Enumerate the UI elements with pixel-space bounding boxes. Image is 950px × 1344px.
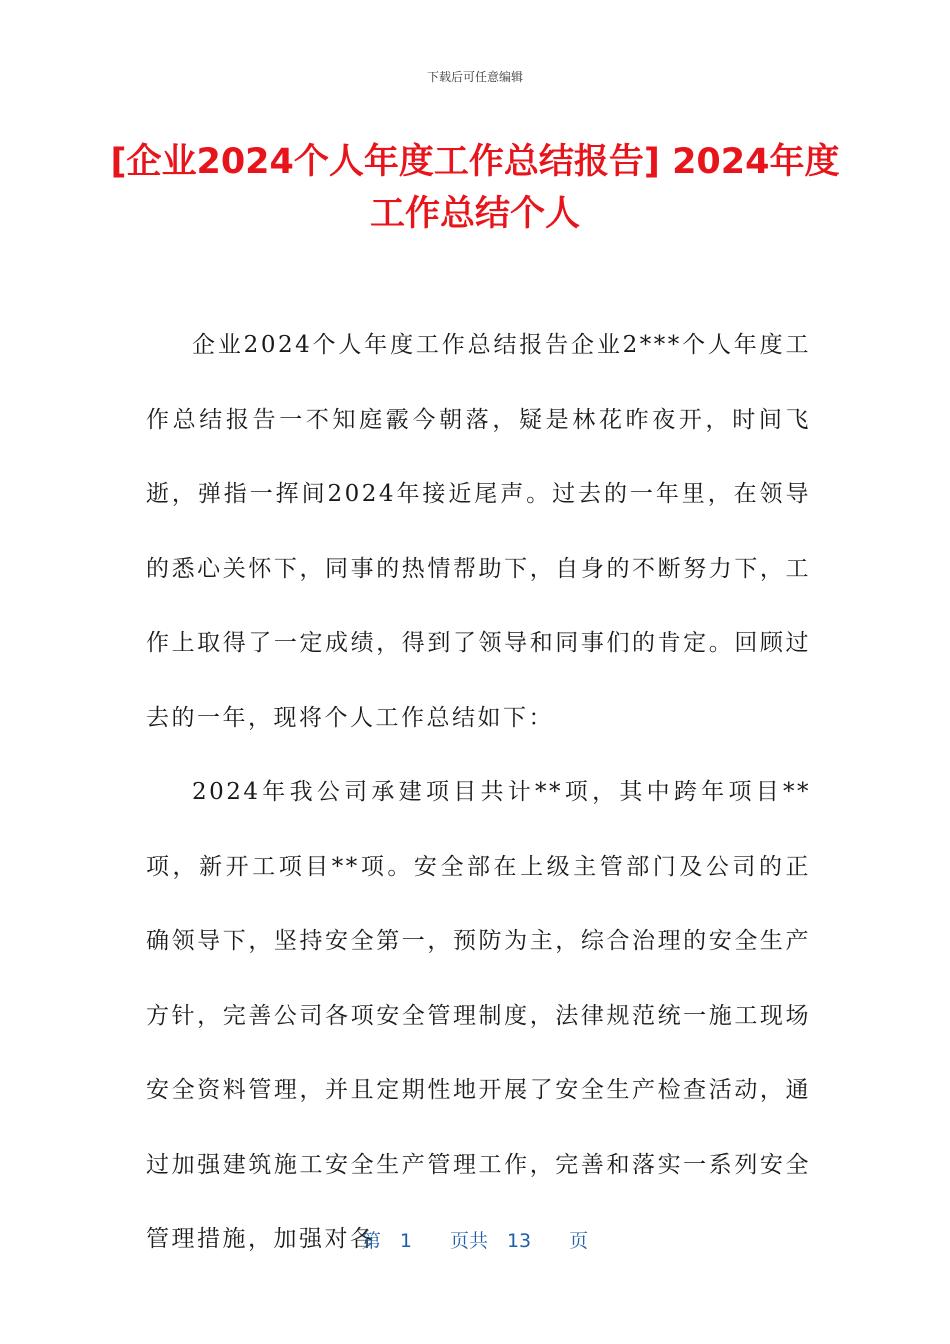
paragraph-1: 企业2024个人年度工作总结报告企业2***个人年度工作总结报告一不知庭霰今朝落，疑是林花昨夜开，时间飞逝，弹指一挥间2024年接近尾声。过去的一年里，在领导的悉心关怀下，同事的热情帮助下，自身的不断努力下，工作上取得了一定成绩，得到了领导和同事们的肯定。回顾过去的一年，现将个人工作总结如下： <box>146 332 811 731</box>
page-number-footer: 第 1 页共 13 页 <box>361 1230 589 1252</box>
document-body <box>146 308 811 1277</box>
paragraph-2: 2024年我公司承建项目共计**项，其中跨年项目**项，新开工项目**项。安全部在上级主管部门及公司的正确领导下，坚持安全第一，预防为主，综合治理的安全生产方针，完善公司各项安全管理制度，法律规范统一施工现场安全资料管理，并且定期性地开展了安全生产检查活动，通过加强建筑施工安全生产管理工作，完善和落实一系列安全管理措施，加强对各 <box>146 779 811 1252</box>
header-note: 下载后可任意编辑 <box>426 70 523 84</box>
document-title: [企业2024个人年度工作总结报告] 2024年度工作总结个人 <box>110 142 840 234</box>
